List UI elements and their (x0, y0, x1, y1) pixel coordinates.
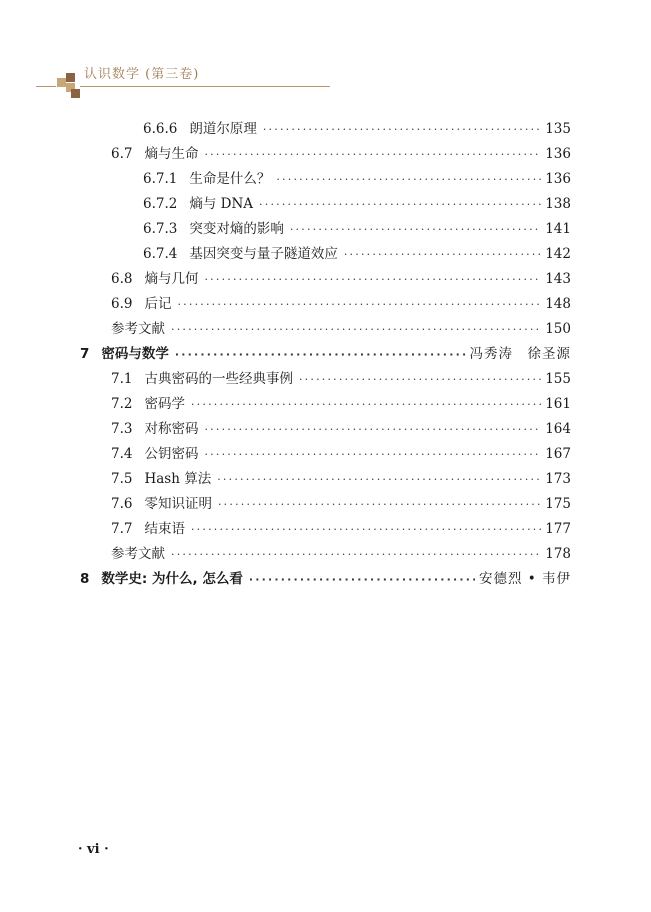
toc-entry-number: 7 (80, 346, 90, 362)
toc-entry-number: 6.7.1 (143, 171, 178, 187)
toc-page-number: 141 (545, 221, 571, 237)
header-ornament-square (66, 73, 75, 82)
toc-page-number: 143 (545, 271, 571, 287)
toc-leader-dots (191, 393, 541, 415)
toc-page-number: 155 (545, 371, 571, 387)
toc-entry-number: 7.6 (111, 496, 133, 512)
header-ornament-square (71, 89, 80, 98)
toc-entry-number: 7.2 (111, 396, 133, 412)
toc-page-number: 161 (545, 396, 571, 412)
toc-entry-number: 6.7.4 (143, 246, 178, 262)
header-rule-left (36, 86, 56, 87)
toc-entry-title: 熵与几何 (144, 271, 199, 287)
toc-entry-number: 6.6.6 (143, 121, 178, 137)
toc-entry-row[interactable] (111, 393, 571, 415)
toc-entry-number: 7.5 (111, 471, 133, 487)
toc-entry-row[interactable] (111, 418, 571, 440)
toc-page-number: 177 (545, 521, 571, 537)
page-number: · vi · (78, 842, 109, 857)
toc-leader-dots (204, 418, 541, 440)
toc-chapter-authors: 安德烈 • 韦伊 (478, 571, 571, 587)
toc-entry-title: Hash 算法 (144, 471, 212, 487)
toc-entry-row[interactable] (143, 168, 571, 190)
toc-entry-title: 朗道尔原理 (189, 121, 257, 137)
toc-chapter-authors: 冯秀涛 徐圣源 (469, 346, 571, 362)
toc-leader-dots (290, 218, 541, 240)
toc-entry-number: 6.7.3 (143, 221, 178, 237)
toc-entry-title: 密码学 (144, 396, 185, 412)
toc-entry-number: 7.3 (111, 421, 133, 437)
toc-entry-title: 参考文献 (111, 321, 165, 337)
toc-leader-dots (204, 143, 541, 165)
toc-entry-number: 7.1 (111, 371, 133, 387)
toc-page-number: 164 (545, 421, 571, 437)
toc-page-number: 173 (545, 471, 571, 487)
toc-page-number: 175 (545, 496, 571, 512)
toc-leader-dots (204, 268, 541, 290)
toc-entry-title: 生命是什么？ (189, 171, 271, 187)
header-title: 认识数学 (第三卷) (84, 67, 200, 82)
toc-leader-dots (171, 543, 541, 565)
toc-entry-row[interactable] (111, 493, 571, 515)
toc-leader-dots (218, 493, 541, 515)
toc-entry-row[interactable] (143, 193, 571, 215)
toc-leader-dots (263, 118, 541, 140)
toc-leader-dots (344, 243, 541, 265)
toc-leader-dots (177, 293, 541, 315)
toc-entry-title: 密码与数学 (101, 346, 169, 362)
toc-page-number: 138 (545, 196, 571, 212)
toc-entry-title: 突变对熵的影响 (189, 221, 284, 237)
toc-entry-row[interactable] (143, 218, 571, 240)
toc-page-number: 136 (545, 146, 571, 162)
toc-entry-number: 7.4 (111, 446, 133, 462)
toc-entry-title: 参考文献 (111, 546, 165, 562)
toc-leader-dots (276, 168, 541, 190)
toc-page-number: 142 (545, 246, 571, 262)
toc-entry-number: 6.7 (111, 146, 133, 162)
toc-leader-dots (191, 518, 541, 540)
toc-entry-title: 熵与生命 (144, 146, 199, 162)
toc-entry-row[interactable] (111, 468, 571, 490)
toc-page-number: 178 (545, 546, 571, 562)
toc-entry-row[interactable] (111, 293, 571, 315)
toc-entry-row[interactable] (111, 143, 571, 165)
toc-chapter-row[interactable] (80, 343, 571, 365)
toc-leader-dots (249, 568, 475, 590)
toc-entry-row[interactable] (111, 518, 571, 540)
toc-entry-number: 7.7 (111, 521, 133, 537)
toc-entry-row[interactable] (111, 268, 571, 290)
toc-entry-title: 后记 (144, 296, 172, 312)
toc-leader-dots (217, 468, 541, 490)
toc-entry-number: 8 (80, 571, 90, 587)
toc-entry-row[interactable] (111, 543, 571, 565)
toc-entry-title: 零知识证明 (144, 496, 212, 512)
toc-entry-title: 公钥密码 (144, 446, 199, 462)
toc-page-number: 150 (545, 321, 571, 337)
toc-entry-row[interactable] (111, 318, 571, 340)
toc-entry-title: 基因突变与量子隧道效应 (189, 246, 338, 262)
toc-leader-dots (175, 343, 466, 365)
toc-page-number: 135 (545, 121, 571, 137)
header-ornament-square (57, 78, 66, 87)
toc-page-number: 136 (545, 171, 571, 187)
toc-entry-title: 古典密码的一些经典事例 (144, 371, 293, 387)
toc-entry-row[interactable] (143, 243, 571, 265)
toc-entry-row[interactable] (111, 443, 571, 465)
toc-entry-title: 结束语 (144, 521, 185, 537)
toc-page-number: 167 (545, 446, 571, 462)
toc-entry-row[interactable] (143, 118, 571, 140)
toc-chapter-row[interactable] (80, 568, 571, 590)
toc-entry-number: 6.8 (111, 271, 133, 287)
header-rule (80, 86, 330, 87)
toc-entry-number: 6.9 (111, 296, 133, 312)
toc-leader-dots (171, 318, 541, 340)
toc-leader-dots (204, 443, 541, 465)
toc-page-number: 148 (545, 296, 571, 312)
toc-leader-dots (299, 368, 541, 390)
toc-leader-dots (259, 193, 541, 215)
toc-entry-title: 熵与 DNA (189, 196, 254, 212)
toc-entry-number: 6.7.2 (143, 196, 178, 212)
toc-entry-title: 对称密码 (144, 421, 199, 437)
toc-entry-title: 数学史: 为什么, 怎么看 (101, 571, 243, 587)
running-header (0, 56, 340, 100)
toc-entry-row[interactable] (111, 368, 571, 390)
